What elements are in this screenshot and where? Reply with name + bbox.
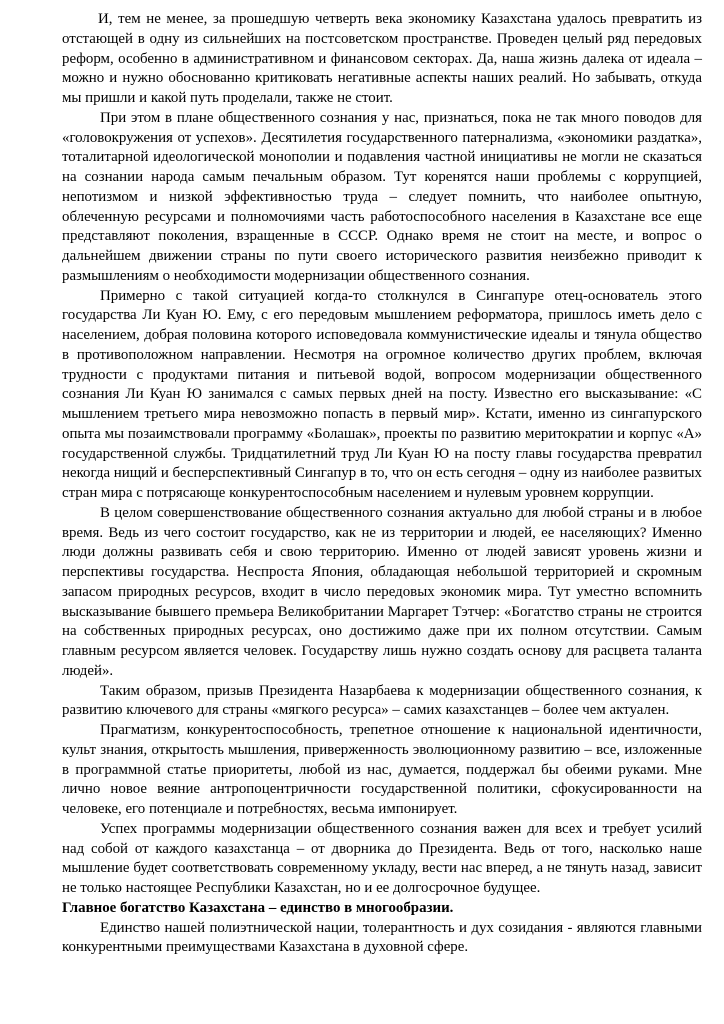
paragraph: И, тем не менее, за прошедшую четверть века экономику Казахстана удалось превратить из отстающей в одну из сильнейших на постсоветском пространстве. Проведен целый ряд передовых реформ, особенно в административном и финансовом секторах. Да, наша жизнь далека от идеала – можно и нужно обоснованно критиковать негативные аспекты наших реалий. Но забывать, откуда мы пришли и какой путь проделали, также не стоит. <box>62 11 702 106</box>
paragraph: Таким образом, призыв Президента Назарбаева к модернизации общественного сознания, к развитию ключевого для страны «мягкого ресурса» – самих казахстанцев – более чем актуален. <box>62 682 702 719</box>
document-page <box>62 10 702 958</box>
paragraph: Единство нашей полиэтнической нации, толерантность и дух созидания - являются главными конкурентными преимуществами Казахстана в духовной сфере. <box>62 919 702 956</box>
paragraph: Прагматизм, конкурентоспособность, трепетное отношение к национальной идентичности, культ знания, открытость мышления, приверженность эволюционному развитию – все, изложенные в программной статье приоритеты, любой из нас, думается, поддержал бы обеими руками. Мне лично новое веяние антропоцентричности государственной политики, сфокусированности на человеке, его потенциале и потребностях, весьма импонирует. <box>62 722 702 817</box>
section-heading: Главное богатство Казахстана – единство в многообразии. <box>62 899 454 916</box>
paragraph: В целом совершенствование общественного сознания актуально для любой страны и в любое время. Ведь из чего состоит государство, как не из территории и людей, ее населяющих? Именно люди должны развивать себя и свою территорию. Именно от людей зависят уровень жизни и перспективы государства. Неспроста Япония, обладающая небольшой территорией и скромным запасом природных ресурсов, входит в число передовых экономик мира. Тут уместно вспомнить высказывание бывшего премьера Великобритании Маргарет Тэтчер: «Богатство страны не строится на собственных природных ресурсах, оно достижимо даже при их полном отсутствии. Самым главным ресурсом является человек. Государству лишь нужно создать основу для расцвета таланта людей». <box>62 504 702 679</box>
paragraph: При этом в плане общественного сознания у нас, признаться, пока не так много поводов для «головокружения от успехов». Десятилетия государственного патернализма, «экономики раздатка», тоталитарной идеологической монополии и подавления частной инициативы не могли не сказаться на сознании народа самым печальным образом. Тут коренятся наши проблемы с коррупцией, непотизмом и низкой эффективностью труда – следует помнить, что наиболее опытную, облеченную ресурсами и полномочиями часть работоспособного населения в Казахстане все еще представляют поколения, взращенные в СССР. Однако время не стоит на месте, и вопрос о дальнейшем движении страны по пути своего исторического развития неизбежно приводит к размышлениям о необходимости модернизации общественного сознания. <box>62 109 702 284</box>
paragraph: Успех программы модернизации общественного сознания важен для всех и требует усилий над собой от каждого казахстанца – от дворника до Президента. Ведь от того, насколько наше мышление будет соответствовать современному укладу, вести нас вперед, а не тянуть назад, зависит не только настоящее Республики Казахстан, но и ее долгосрочное будущее. <box>62 820 702 896</box>
paragraph: Примерно с такой ситуацией когда-то столкнулся в Сингапуре отец-основатель этого государства Ли Куан Ю. Ему, с его передовым мышлением реформатора, пришлось иметь дело с населением, добрая половина которого исповедовала коммунистические идеалы и тянула общество в противоположном направлении. Несмотря на огромное количество других проблем, включая трудности с продуктами питания и питьевой водой, вопросом модернизации общественного сознания Ли Куан Ю занимался с самых первых дней на посту. Известно его высказывание: «С мышлением третьего мира невозможно попасть в первый мир». Кстати, именно из сингапурского опыта мы позаимствовали программу «Болашак», проекты по развитию меритократии и корпус «А» государственной службы. Тридцатилетний труд Ли Куан Ю на посту главы государства превратил некогда нищий и бесперспективный Сингапур в то, что он есть сегодня – одну из наиболее развитых стран мира с потрясающе конкурентоспособным населением и нулевым уровнем коррупции. <box>62 287 702 501</box>
